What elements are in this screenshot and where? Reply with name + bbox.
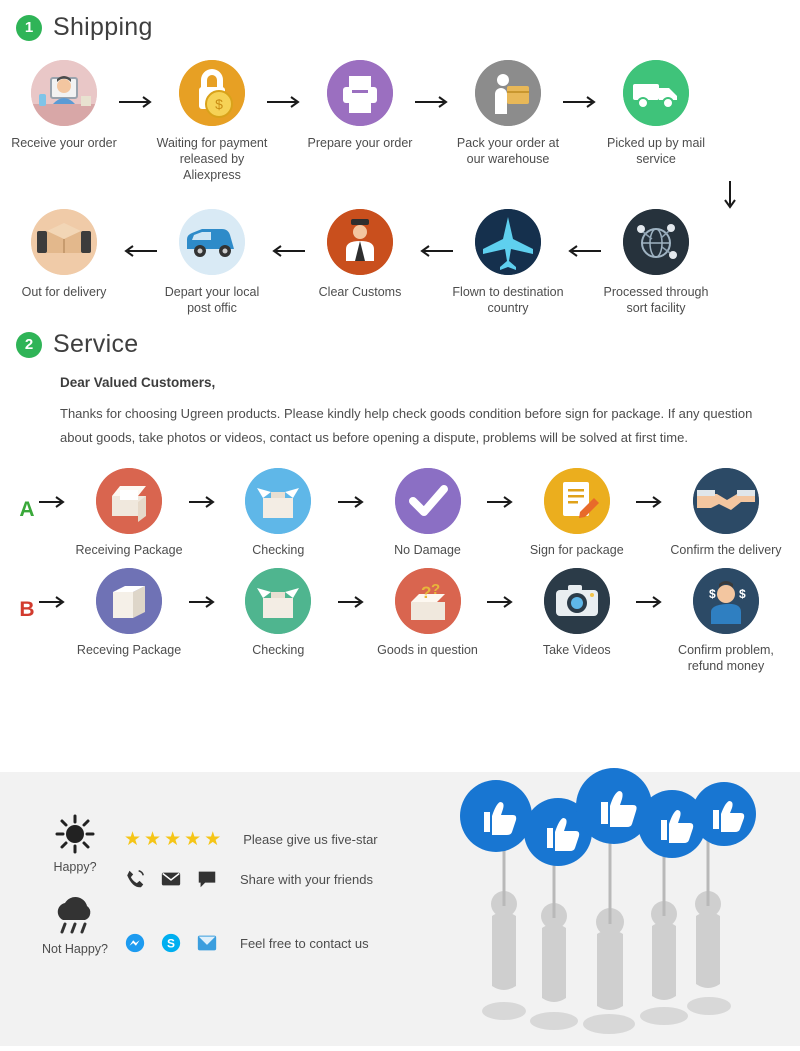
shipping-row-2 bbox=[0, 209, 800, 316]
sign-document-icon bbox=[544, 468, 610, 534]
service-step-badge: 2 bbox=[16, 332, 42, 358]
arrow-right-icon bbox=[484, 568, 521, 636]
shipping-step bbox=[162, 209, 262, 316]
arrow-right-icon bbox=[410, 60, 458, 144]
arrow-right-icon bbox=[633, 468, 670, 536]
service-step bbox=[372, 468, 484, 558]
five-star-text: Please give us five-star bbox=[243, 832, 378, 847]
rain-cloud-icon bbox=[49, 896, 101, 940]
service-paragraph: Thanks for choosing Ugreen products. Please kindly help check goods condition before sign for package. If any question about goods, take photos or videos, contact us before opening a dispute, problems will be solved at first time. bbox=[60, 406, 753, 445]
payment-lock-coin-icon bbox=[179, 60, 245, 126]
person-at-desk-icon bbox=[31, 60, 97, 126]
shipping-step bbox=[11, 60, 117, 151]
service-step bbox=[521, 468, 633, 558]
svg-text:$: $ bbox=[215, 96, 223, 112]
shipping-header bbox=[0, 13, 800, 42]
arrow-right-icon bbox=[558, 60, 606, 144]
mail-envelope-icon[interactable] bbox=[196, 932, 218, 954]
shipping-step bbox=[310, 209, 410, 300]
service-step-caption: Checking bbox=[252, 643, 305, 657]
star-icon: ★ bbox=[204, 829, 222, 850]
service-step bbox=[670, 568, 782, 674]
service-step-caption: Confirm problem, refund money bbox=[678, 643, 774, 673]
share-row bbox=[124, 868, 373, 890]
arrow-right-icon bbox=[262, 60, 310, 144]
service-row-a bbox=[0, 468, 800, 558]
star-icon: ★ bbox=[124, 829, 142, 850]
sun-icon bbox=[52, 814, 98, 858]
open-parcel-icon bbox=[96, 468, 162, 534]
shipping-step-caption: Prepare your order bbox=[307, 136, 413, 150]
email-icon[interactable] bbox=[160, 868, 182, 890]
row-a-letter: A bbox=[19, 498, 35, 521]
mood-column bbox=[38, 814, 112, 956]
star-icon: ★ bbox=[144, 829, 162, 850]
arrow-right-icon bbox=[334, 568, 371, 636]
service-step-caption: Checking bbox=[252, 543, 305, 557]
svg-text:?: ? bbox=[420, 583, 431, 602]
arrow-down-wrapper bbox=[0, 181, 800, 207]
svg-text:$: $ bbox=[738, 587, 746, 601]
shipping-step bbox=[452, 209, 564, 316]
service-step bbox=[73, 468, 185, 558]
svg-text:$: $ bbox=[708, 587, 716, 601]
shipping-step-caption: Pack your order at our warehouse bbox=[456, 136, 560, 166]
arrow-left-icon bbox=[410, 209, 458, 293]
service-step-caption: Goods in question bbox=[377, 643, 478, 657]
service-step bbox=[372, 568, 484, 658]
arrow-left-icon bbox=[262, 209, 310, 293]
shipping-step bbox=[603, 209, 709, 316]
star-rating bbox=[124, 830, 221, 849]
contact-text: Feel free to contact us bbox=[240, 935, 369, 951]
shipping-step bbox=[606, 60, 706, 167]
delivery-truck-icon bbox=[623, 60, 689, 126]
closed-parcel-icon bbox=[96, 568, 162, 634]
airplane-icon bbox=[475, 209, 541, 275]
arrow-right-icon bbox=[334, 468, 371, 536]
thumbs-up-crowd-illustration bbox=[434, 766, 764, 1046]
shipping-step bbox=[458, 60, 558, 167]
shipping-step bbox=[14, 209, 114, 300]
messenger-icon[interactable] bbox=[124, 932, 146, 954]
footer-section bbox=[0, 772, 800, 1046]
service-step bbox=[521, 568, 633, 658]
service-section bbox=[0, 330, 800, 674]
printer-icon bbox=[327, 60, 393, 126]
service-message bbox=[0, 375, 800, 450]
svg-text:?: ? bbox=[430, 581, 440, 598]
greeting-text: Dear Valued Customers, bbox=[60, 375, 216, 390]
shipping-step-badge: 1 bbox=[16, 15, 42, 41]
arrow-down-icon bbox=[723, 181, 737, 211]
shipping-title: Shipping bbox=[53, 13, 153, 41]
service-step-caption: Receiving Package bbox=[75, 543, 183, 557]
shipping-step-caption: Receive your order bbox=[11, 136, 117, 150]
service-header bbox=[0, 330, 800, 359]
arrow-right-icon bbox=[633, 568, 670, 636]
shipping-step-caption: Picked up by mail service bbox=[607, 136, 705, 166]
support-agent-icon bbox=[693, 568, 759, 634]
camera-icon bbox=[544, 568, 610, 634]
service-step-caption: Sign for package bbox=[529, 543, 624, 557]
person-with-box-icon bbox=[475, 60, 541, 126]
skype-icon[interactable] bbox=[160, 932, 182, 954]
arrow-left-icon bbox=[114, 209, 162, 293]
happy-label: Happy? bbox=[53, 860, 97, 874]
chat-bubble-icon[interactable] bbox=[196, 868, 218, 890]
service-step-caption: Receving Package bbox=[76, 643, 182, 657]
arrow-right-icon bbox=[185, 568, 222, 636]
not-happy-label: Not Happy? bbox=[41, 942, 108, 956]
arrow-right-icon bbox=[114, 60, 162, 144]
arrow-right-icon bbox=[484, 468, 521, 536]
service-step-caption: Take Videos bbox=[542, 643, 611, 657]
arrow-right-icon bbox=[36, 468, 73, 536]
arrow-right-icon bbox=[36, 568, 73, 636]
shipping-step bbox=[307, 60, 413, 151]
service-step bbox=[222, 468, 334, 558]
row-b-letter: B bbox=[19, 598, 35, 621]
arrow-right-icon bbox=[185, 468, 222, 536]
not-happy-mood bbox=[38, 896, 112, 956]
service-step-caption: No Damage bbox=[394, 543, 461, 557]
service-step-caption: Confirm the delivery bbox=[670, 543, 782, 557]
share-icon-group bbox=[124, 868, 218, 890]
delivery-van-icon bbox=[179, 209, 245, 275]
open-carton-icon bbox=[245, 568, 311, 634]
shipping-step-caption: Flown to destination country bbox=[452, 285, 564, 315]
contact-row bbox=[124, 932, 369, 954]
customs-officer-icon bbox=[327, 209, 393, 275]
package-box-icon bbox=[31, 209, 97, 275]
check-mark-icon bbox=[395, 468, 461, 534]
service-title: Service bbox=[53, 330, 139, 358]
svg-text:S: S bbox=[167, 936, 175, 951]
star-icon: ★ bbox=[184, 829, 202, 850]
service-row-b bbox=[0, 568, 800, 674]
shipping-section bbox=[0, 0, 800, 316]
shipping-step-caption: Depart your local post offic bbox=[164, 285, 260, 315]
phone-icon[interactable] bbox=[124, 868, 146, 890]
arrow-left-icon bbox=[558, 209, 606, 293]
share-text: Share with your friends bbox=[240, 871, 373, 887]
five-star-row bbox=[124, 830, 378, 849]
star-icon: ★ bbox=[164, 829, 182, 850]
service-step bbox=[670, 468, 782, 558]
shipping-step-caption: Clear Customs bbox=[318, 285, 402, 299]
shipping-row-1 bbox=[0, 60, 800, 183]
service-step bbox=[222, 568, 334, 658]
service-step bbox=[73, 568, 185, 658]
contact-icon-group bbox=[124, 932, 218, 954]
handshake-icon bbox=[693, 468, 759, 534]
shipping-step-caption: Processed through sort facility bbox=[603, 285, 709, 315]
shipping-step bbox=[156, 60, 268, 183]
open-carton-icon bbox=[245, 468, 311, 534]
globe-network-icon bbox=[623, 209, 689, 275]
shipping-step-caption: Waiting for payment released by Aliexpress bbox=[156, 136, 268, 182]
shipping-step-caption: Out for delivery bbox=[21, 285, 107, 299]
question-box-icon bbox=[395, 568, 461, 634]
happy-mood bbox=[38, 814, 112, 874]
